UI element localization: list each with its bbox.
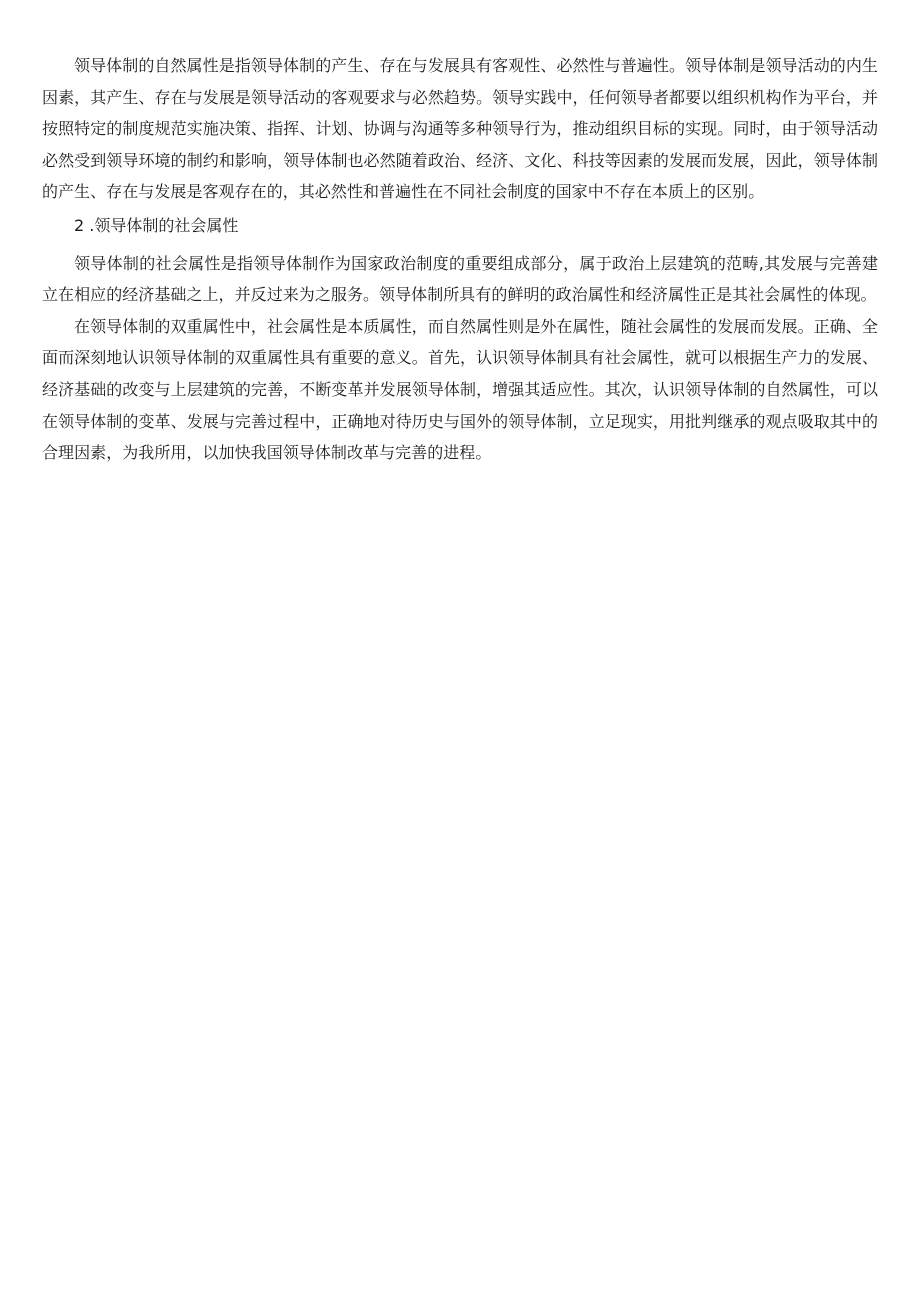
- paragraph-dual-attributes: 在领导体制的双重属性中，社会属性是本质属性，而自然属性则是外在属性，随社会属性的发展而发展。正确、全面而深刻地认识领导体制的双重属性具有重要的意义。首先，认识领导体制具有社会属性，就可以根据生产力的发展、经济基础的改变与上层建筑的完善，不断变革并发展领导体制，增强其适应性。其次，认识领导体制的自然属性，可以在领导体制的变革、发展与完善过程中，正确地对待历史与国外的领导体制，立足现实，用批判继承的观点吸取其中的合理因素，为我所用，以加快我国领导体制改革与完善的进程。: [42, 316, 878, 463]
- paragraph-natural-attribute: 领导体制的自然属性是指领导体制的产生、存在与发展具有客观性、必然性与普遍性。领导体制是领导活动的内生因素，其产生、存在与发展是领导活动的客观要求与必然趋势。领导实践中，任何领导者都要以组织机构作为平台，并按照特定的制度规范实施决策、指挥、计划、协调与沟通等多种领导行为，推动组织目标的实现。同时，由于领导活动必然受到领导环境的制约和影响，领导体制也必然随着政治、经济、文化、科技等因素的发展而发展，因此，领导体制的产生、存在与发展是客观存在的，其必然性和普遍性在不同社会制度的国家中不存在本质上的区别。: [42, 56, 878, 202]
- document-page: [42, 50, 878, 469]
- paragraph-social-attribute: 领导体制的社会属性是指领导体制作为国家政治制度的重要组成部分，属于政治上层建筑的范畴,其发展与完善建立在相应的经济基础之上，并反过来为之服务。领导体制所具有的鲜明的政治属性和经济属性正是其社会属性的体现。: [42, 253, 878, 305]
- section-heading-social-attribute: 2 .领导体制的社会属性: [74, 215, 239, 235]
